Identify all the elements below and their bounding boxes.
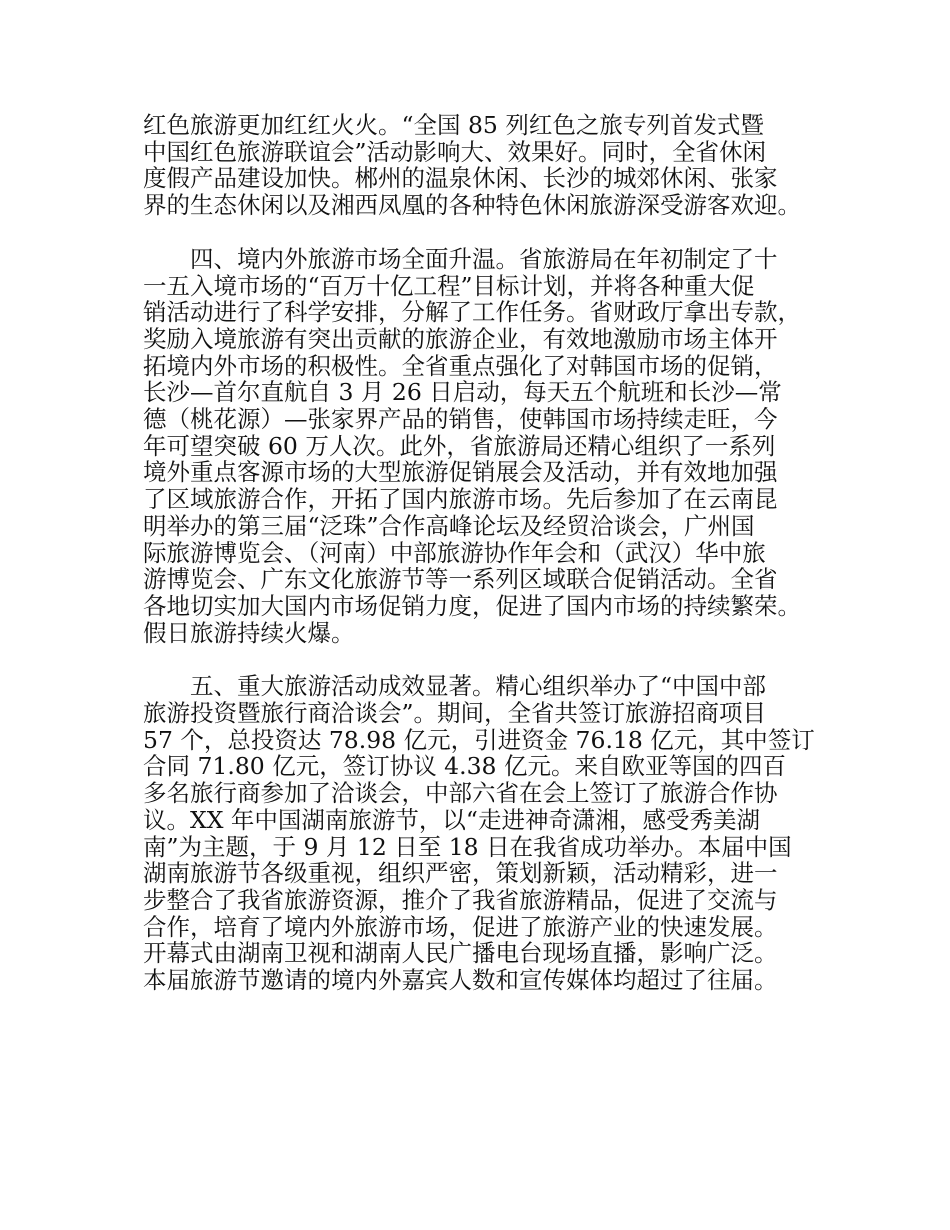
text-line: 南”为主题，于 9 月 12 日至 18 日在我省成功举办。本届中国 [143,832,792,861]
text-line: 57 个，总投资达 78.98 亿元，引进资金 76.18 亿元，其中签订 [143,725,815,754]
text-line: 开幕式由湖南卫视和湖南人民广播电台现场直播，影响广泛。 [143,939,778,968]
text-line: 合作，培育了境内外旅游市场，促进了旅游产业的快速发展。 [143,912,778,941]
text-line: 议。XX 年中国湖南旅游节，以“走进神奇潇湘，感受秀美湖 [143,805,760,834]
text-line: 德（桃花源）—张家界产品的销售，使韩国市场持续走旺，今 [143,405,778,434]
text-line: 四、境内外旅游市场全面升温。省旅游局在年初制定了十 [190,244,778,273]
text-line: 度假产品建设加快。郴州的温泉休闲、长沙的城郊休闲、张家 [143,164,778,193]
text-line: 明举办的第三届“泛珠”合作高峰论坛及经贸洽谈会，广州国 [143,511,755,540]
text-line: 本届旅游节邀请的境内外嘉宾人数和宣传媒体均超过了往届。 [143,966,778,995]
text-line: 游博览会、广东文化旅游节等一系列区域联合促销活动。全省 [143,565,778,594]
text-line: 五、重大旅游活动成效显著。精心组织举办了“中国中部 [190,672,767,701]
text-line: 长沙—首尔直航自 3 月 26 日启动，每天五个航班和长沙—常 [143,378,782,407]
text-line: 界的生态休闲以及湘西凤凰的各种特色休闲旅游深受游客欢迎。 [143,191,801,220]
document-body [143,112,843,994]
text-line: 假日旅游持续火爆。 [143,618,355,647]
text-line: 拓境内外市场的积极性。全省重点强化了对韩国市场的促销， [143,351,778,380]
text-line: 旅游投资暨旅行商洽谈会”。期间，全省共签订旅游招商项目 [143,699,767,728]
text-line: 步整合了我省旅游资源，推介了我省旅游精品，促进了交流与 [143,885,778,914]
text-line: 多名旅行商参加了洽谈会，中部六省在会上签订了旅游合作协 [143,779,778,808]
text-line: 合同 71.80 亿元，签订协议 4.38 亿元。来自欧亚等国的四百 [143,752,786,781]
text-line: 销活动进行了科学安排，分解了工作任务。省财政厅拿出专款， [143,298,801,327]
text-line: 际旅游博览会、（河南）中部旅游协作年会和（武汉）华中旅 [143,538,766,567]
paragraph-spacer [143,219,843,246]
text-line: 了区域旅游合作，开拓了国内旅游市场。先后参加了在云南昆 [143,485,778,514]
paragraph [143,246,843,647]
text-line: 中国红色旅游联谊会”活动影响大、效果好。同时，全省休闲 [143,137,767,166]
text-line: 年可望突破 60 万人次。此外，省旅游局还精心组织了一系列 [143,431,776,460]
paragraph [143,112,843,219]
text-line: 红色旅游更加红红火火。“全国 85 列红色之旅专列首发式暨 [143,111,764,139]
text-line: 境外重点客源市场的大型旅游促销展会及活动，并有效地加强 [143,458,778,487]
text-line: 各地切实加大国内市场促销力度，促进了国内市场的持续繁荣。 [143,591,801,620]
text-line: 奖励入境旅游有突出贡献的旅游企业，有效地激励市场主体开 [143,324,778,353]
text-line: 一五入境市场的“百万十亿工程”目标计划，并将各种重大促 [143,271,755,300]
paragraph-spacer [143,646,843,673]
paragraph [143,673,843,993]
text-line: 湖南旅游节各级重视，组织严密，策划新颖，活动精彩，进一 [143,859,778,888]
